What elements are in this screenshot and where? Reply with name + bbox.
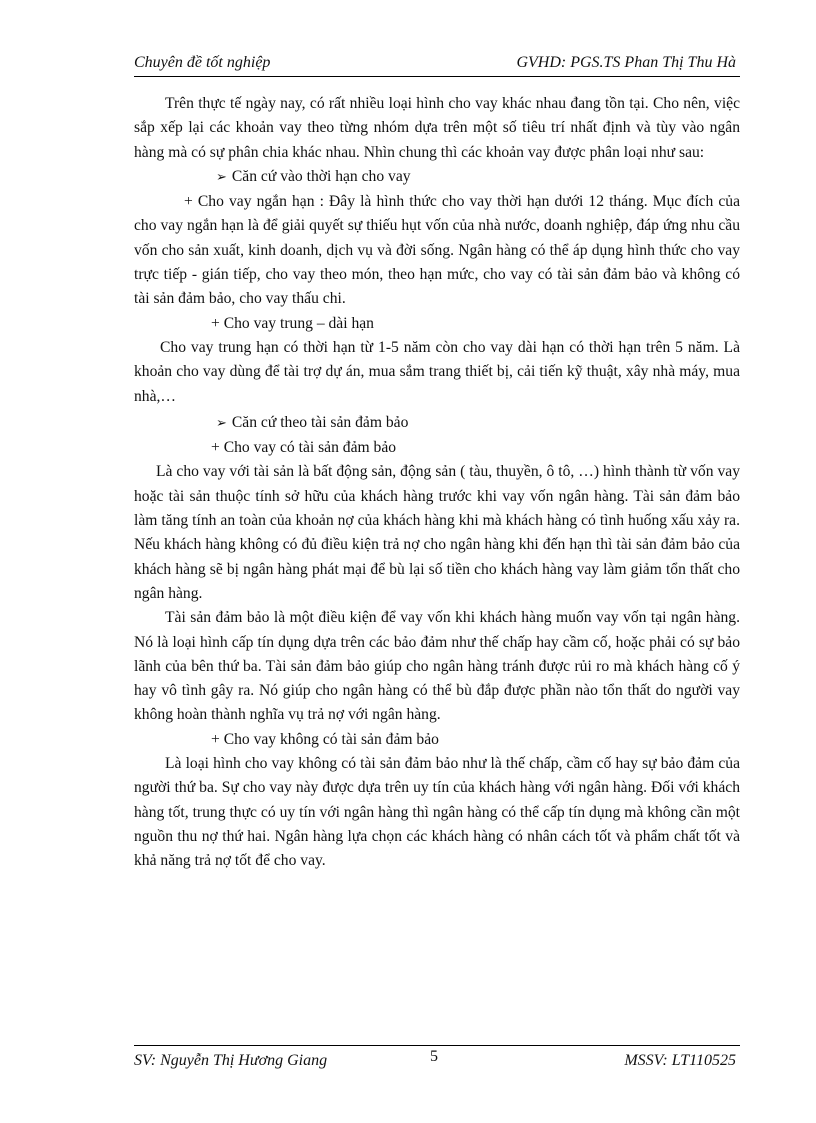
paragraph-short-term: + Cho vay ngắn hạn : Đây là hình thức cho vay thời hạn dưới 12 tháng. Mục đích của cho vay ngắn hạn là để giải quyết sự thiếu hụt vốn của nhà nước, doanh nghiệp, đáp ứng nhu cầu vốn cho sản xuất, kinh doanh, dịch vụ và đời sống. Ngân hàng có thể áp dụng hình thức cho vay trực tiếp - gián tiếp, cho vay theo món, theo hạn mức, cho vay có tài sản đảm bảo và không có tài sản đảm bảo, cho vay thấu chi. xyxy=(134,193,740,308)
bullet-heading-collateral xyxy=(134,411,740,436)
paragraph-unsecured: Là loại hình cho vay không có tài sản đảm bảo như là thế chấp, cầm cố hay sự bảo đảm của người thứ ba. Sự cho vay này được dựa trên uy tín của khách hàng với ngân hàng. Đối với khách hàng tốt, trung thực có uy tín với ngân hàng thì ngân hàng có thể cấp tín dụng mà không cần một nguồn thu nợ thứ hai. Ngân hàng lựa chọn các khách hàng có nhân cách tốt và phẩm chất tốt và khả năng trả nợ tốt để cho vay. xyxy=(134,755,740,870)
paragraph-medium-long-term: Cho vay trung hạn có thời hạn từ 1-5 năm còn cho vay dài hạn có thời hạn trên 5 năm. Là khoản cho vay dùng để tài trợ dự án, mua sắm trang thiết bị, cải tiến kỹ thuật, xây nhà máy, mua nhà,… xyxy=(134,338,740,405)
subheading-unsecured: + Cho vay không có tài sản đảm bảo xyxy=(211,730,439,748)
page-footer xyxy=(134,1045,740,1076)
footer-student-id: MSSV: LT110525 xyxy=(624,1052,736,1069)
page-body xyxy=(134,92,740,874)
subheading-secured: + Cho vay có tài sản đảm bảo xyxy=(211,439,397,457)
arrowhead-bullet-icon: ➢ xyxy=(216,415,227,431)
page-header xyxy=(134,52,740,77)
paragraph-intro: Trên thực tế ngày nay, có rất nhiều loại hình cho vay khác nhau đang tồn tại. Cho nên, việc sắp xếp lại các khoản vay theo từng nhóm dựa trên một số tiêu trí nhất định và tùy vào ngân hàng mà có sự phân chia khác nhau. Nhìn chung thì các khoản vay được phân loại như sau: xyxy=(134,95,740,161)
header-advisor: GVHD: PGS.TS Phan Thị Thu Hà xyxy=(516,54,736,71)
paragraph-secured: Là cho vay với tài sản là bất động sản, động sản ( tàu, thuyền, ô tô, …) hình thành từ vốn vay hoặc tài sản thuộc tính sở hữu của khách hàng trước khi vay vốn ngân hàng. Tài sản đảm bảo làm tăng tính an toàn của khoản nợ của khách hàng khi mà khách hàng có tình huống xấu xảy ra. Nếu khách hàng không có đủ điều kiện trả nợ cho ngân hàng khi đến hạn thì tài sản đảm bảo của khách hàng sẽ bị ngân hàng phát mại để bù lại số tiền cho khách hàng vay làm giảm tổn thất cho ngân hàng. xyxy=(134,463,740,602)
subheading-medium-long-term: + Cho vay trung – dài hạn xyxy=(211,314,374,332)
paragraph-collateral-role: Tài sản đảm bảo là một điều kiện để vay vốn khi khách hàng muốn vay vốn tại ngân hàng. Nó là loại hình cấp tín dụng dựa trên các bảo đảm như thế chấp hay cầm cố, hoặc phải có sự bảo lãnh của bên thứ ba. Tài sản đảm bảo giúp cho ngân hàng tránh được rủi ro mà khách hàng cố ý hay vô tình gây ra. Nó giúp cho ngân hàng có thể bù đắp được phần nào tổn thất do người vay không hoàn thành nghĩa vụ trả nợ với ngân hàng. xyxy=(134,609,740,724)
bullet-heading-text: Căn cứ vào thời hạn cho vay xyxy=(231,167,411,185)
header-title: Chuyên đề tốt nghiệp xyxy=(134,54,271,71)
bullet-heading-text: Căn cứ theo tài sản đảm bảo xyxy=(231,413,409,431)
footer-page-number: 5 xyxy=(430,1048,438,1065)
footer-student-name: SV: Nguyễn Thị Hương Giang xyxy=(134,1052,328,1069)
bullet-heading-term xyxy=(134,165,740,190)
arrowhead-bullet-icon: ➢ xyxy=(216,169,227,185)
